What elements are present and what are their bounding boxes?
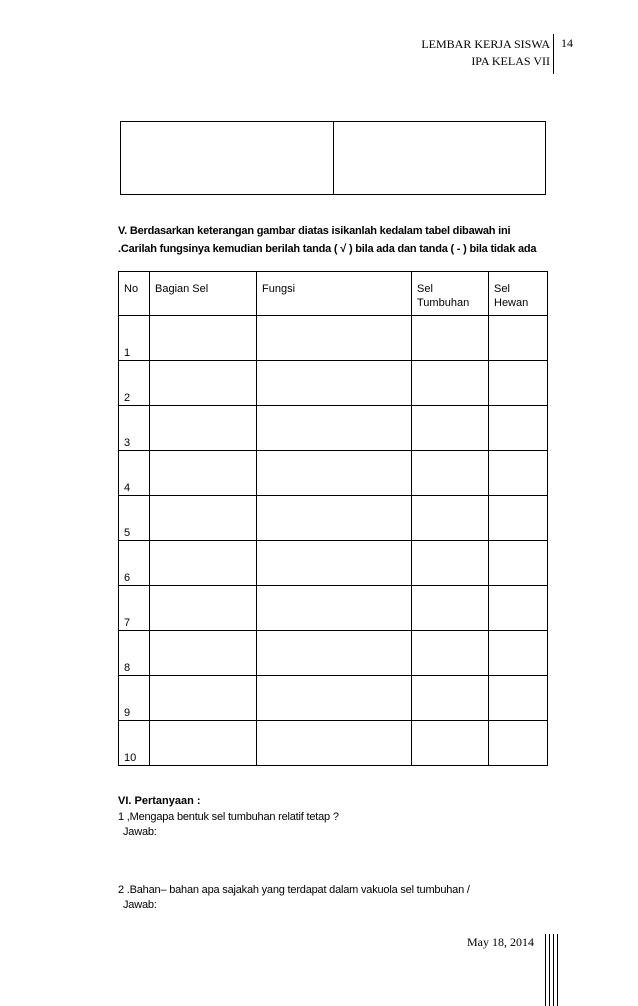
cell-sel-hewan[interactable]: [489, 676, 548, 721]
answer-1-label: Jawab:: [123, 826, 157, 838]
row-number: 8: [119, 631, 150, 676]
header-divider: [553, 34, 554, 74]
header-subtitle: IPA KELAS VII: [471, 54, 550, 68]
row-number: 10: [119, 721, 150, 766]
cell-fungsi[interactable]: [257, 586, 412, 631]
cell-fungsi[interactable]: [257, 406, 412, 451]
cell-sel-tumbuhan[interactable]: [412, 451, 489, 496]
cell-sel-tumbuhan[interactable]: [412, 406, 489, 451]
cell-fungsi[interactable]: [257, 541, 412, 586]
row-number: 7: [119, 586, 150, 631]
instruction-line-2: .Carilah fungsinya kemudian berilah tanda ( √ ) bila ada dan tanda ( - ) bila tidak ada: [118, 243, 537, 255]
cell-sel-tumbuhan[interactable]: [412, 361, 489, 406]
row-number: 5: [119, 496, 150, 541]
cell-sel-hewan[interactable]: [489, 406, 548, 451]
image-cell-left: [121, 122, 334, 195]
footer-divider: [557, 934, 558, 1006]
row-number: 4: [119, 451, 150, 496]
cell-bagian-sel[interactable]: [150, 676, 257, 721]
header-no: No: [119, 272, 150, 316]
cell-bagian-sel[interactable]: [150, 496, 257, 541]
cell-fungsi[interactable]: [257, 721, 412, 766]
row-number: 3: [119, 406, 150, 451]
cell-bagian-sel[interactable]: [150, 721, 257, 766]
page-number: 14: [561, 36, 573, 50]
cell-bagian-sel[interactable]: [150, 316, 257, 361]
cell-bagian-sel[interactable]: [150, 406, 257, 451]
table-row: [119, 496, 548, 541]
cell-sel-hewan[interactable]: [489, 451, 548, 496]
table-row: [119, 721, 548, 766]
cell-bagian-sel[interactable]: [150, 451, 257, 496]
header-sel-hewan-line2: Hewan: [494, 297, 529, 309]
table-row: [119, 631, 548, 676]
row-number: 2: [119, 361, 150, 406]
cell-sel-hewan[interactable]: [489, 721, 548, 766]
table-row: [119, 586, 548, 631]
footer-divider: [553, 934, 554, 1006]
answer-2-label: Jawab:: [123, 899, 157, 911]
table-header-row: [119, 272, 548, 316]
footer-divider: [549, 934, 550, 1006]
cell-fungsi[interactable]: [257, 631, 412, 676]
cell-sel-tumbuhan[interactable]: [412, 676, 489, 721]
header-title: LEMBAR KERJA SISWA: [421, 37, 550, 51]
row-number: 6: [119, 541, 150, 586]
cell-sel-hewan[interactable]: [489, 316, 548, 361]
table-row: [119, 676, 548, 721]
row-number: 9: [119, 676, 150, 721]
cell-fungsi[interactable]: [257, 361, 412, 406]
header-sel-tumbuhan-line1: Sel: [417, 283, 433, 295]
cell-sel-tumbuhan[interactable]: [412, 316, 489, 361]
cell-sel-hewan[interactable]: [489, 361, 548, 406]
cell-fungsi[interactable]: [257, 451, 412, 496]
header-fungsi: Fungsi: [257, 272, 412, 316]
cell-sel-tumbuhan[interactable]: [412, 541, 489, 586]
cell-sel-tumbuhan[interactable]: [412, 586, 489, 631]
question-1: 1 ,Mengapa bentuk sel tumbuhan relatif tetap ?: [118, 811, 339, 823]
cell-sel-hewan[interactable]: [489, 541, 548, 586]
cell-fungsi[interactable]: [257, 676, 412, 721]
header-sel-tumbuhan-line2: Tumbuhan: [417, 297, 470, 309]
header-sel-hewan-line1: Sel: [494, 283, 510, 295]
cell-bagian-sel[interactable]: [150, 361, 257, 406]
cell-sel-tumbuhan[interactable]: [412, 496, 489, 541]
cell-bagian-sel[interactable]: [150, 586, 257, 631]
table-row: [119, 451, 548, 496]
question-2: 2 .Bahan– bahan apa sajakah yang terdapat dalam vakuola sel tumbuhan /: [118, 884, 470, 896]
image-cell-right: [333, 122, 546, 195]
cell-bagian-sel[interactable]: [150, 541, 257, 586]
cell-sel-tumbuhan[interactable]: [412, 631, 489, 676]
table-row: [119, 541, 548, 586]
cell-sel-hewan[interactable]: [489, 586, 548, 631]
cell-sel-tumbuhan[interactable]: [412, 721, 489, 766]
page-header: [421, 36, 550, 70]
cell-fungsi[interactable]: [257, 496, 412, 541]
table-row: [119, 406, 548, 451]
row-number: 1: [119, 316, 150, 361]
instruction-line-1: V. Berdasarkan keterangan gambar diatas isikanlah kedalam tabel dibawah ini: [118, 225, 511, 237]
header-bagian-sel: Bagian Sel: [150, 272, 257, 316]
questions-heading: VI. Pertanyaan :: [118, 795, 201, 807]
cell-fungsi[interactable]: [257, 316, 412, 361]
footer-date: May 18, 2014: [467, 935, 534, 949]
header-sel-tumbuhan: [412, 272, 489, 316]
cell-parts-table: [118, 271, 548, 766]
table-row: [119, 361, 548, 406]
footer-divider: [545, 934, 546, 1006]
header-sel-hewan: [489, 272, 548, 316]
table-row: [119, 316, 548, 361]
image-placeholder-table: [120, 121, 546, 195]
cell-sel-hewan[interactable]: [489, 496, 548, 541]
cell-sel-hewan[interactable]: [489, 631, 548, 676]
cell-bagian-sel[interactable]: [150, 631, 257, 676]
